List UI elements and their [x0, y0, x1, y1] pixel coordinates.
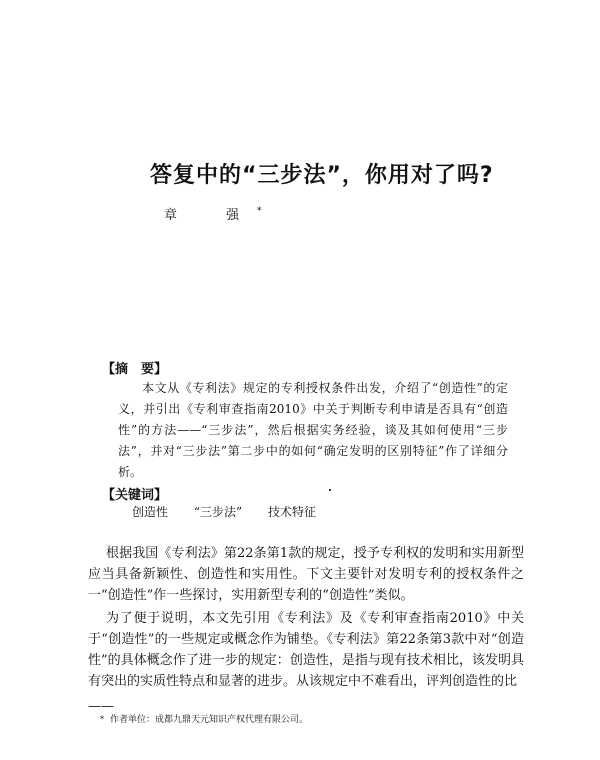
abstract-label: 【摘 要】: [102, 362, 168, 377]
author-footnote-mark: *: [257, 206, 262, 217]
keywords-label: 【关键词】: [102, 488, 168, 503]
footnote-mark: *: [100, 715, 104, 724]
body-paragraph-2: 为了便于说明，本文先引用《专利法》及《专利审查指南2010》中关于“创造性”的一些规定或概念作为铺垫。《专利法》第22条第3款中对“创造性”的具体概念作了进一步的规定：创造性，是指与现有技术相比，该发明具有突出的实质性特点和显著的进步。从该规定中不难看出，评判创造性的比: [88, 611, 524, 689]
footnote-text: 作者单位：成都九鼎天元知识产权代理有限公司。: [110, 715, 309, 725]
keyword-list: [132, 503, 338, 520]
continuation-dash: ——: [88, 699, 114, 714]
author-name: [164, 204, 262, 223]
abstract-text: 本文从《专利法》规定的专利授权条件出发，介绍了“创造性”的定义，并引出《专利审查指南2010》中关于判断专利申请是否具有“创造性”的方法——“三步法”，然后根据实务经验，谈及其如何使用“三步法”，并对“三步法”第二步中的如何“确定发明的区别特征”作了详细分析。: [118, 381, 508, 479]
article-title: 答复中的“三步法”，你用对了吗?: [150, 163, 494, 188]
keyword-item: 技术特征: [267, 505, 316, 519]
footnote: [100, 712, 308, 725]
body-paragraph-1: 根据我国《专利法》第22条第1款的规定，授予专利权的发明和实用新型应当具备新颖性、创造性和实用性。下文主要针对发明专利的授权条件之一“创造性”作一些探讨，实用新型专利的“创造性”类似。: [88, 546, 524, 603]
keyword-item: “三步法”: [193, 505, 243, 519]
print-speck: [329, 489, 331, 491]
keyword-item: 创造性: [132, 505, 169, 519]
author-name-text: 章 强: [164, 208, 258, 223]
